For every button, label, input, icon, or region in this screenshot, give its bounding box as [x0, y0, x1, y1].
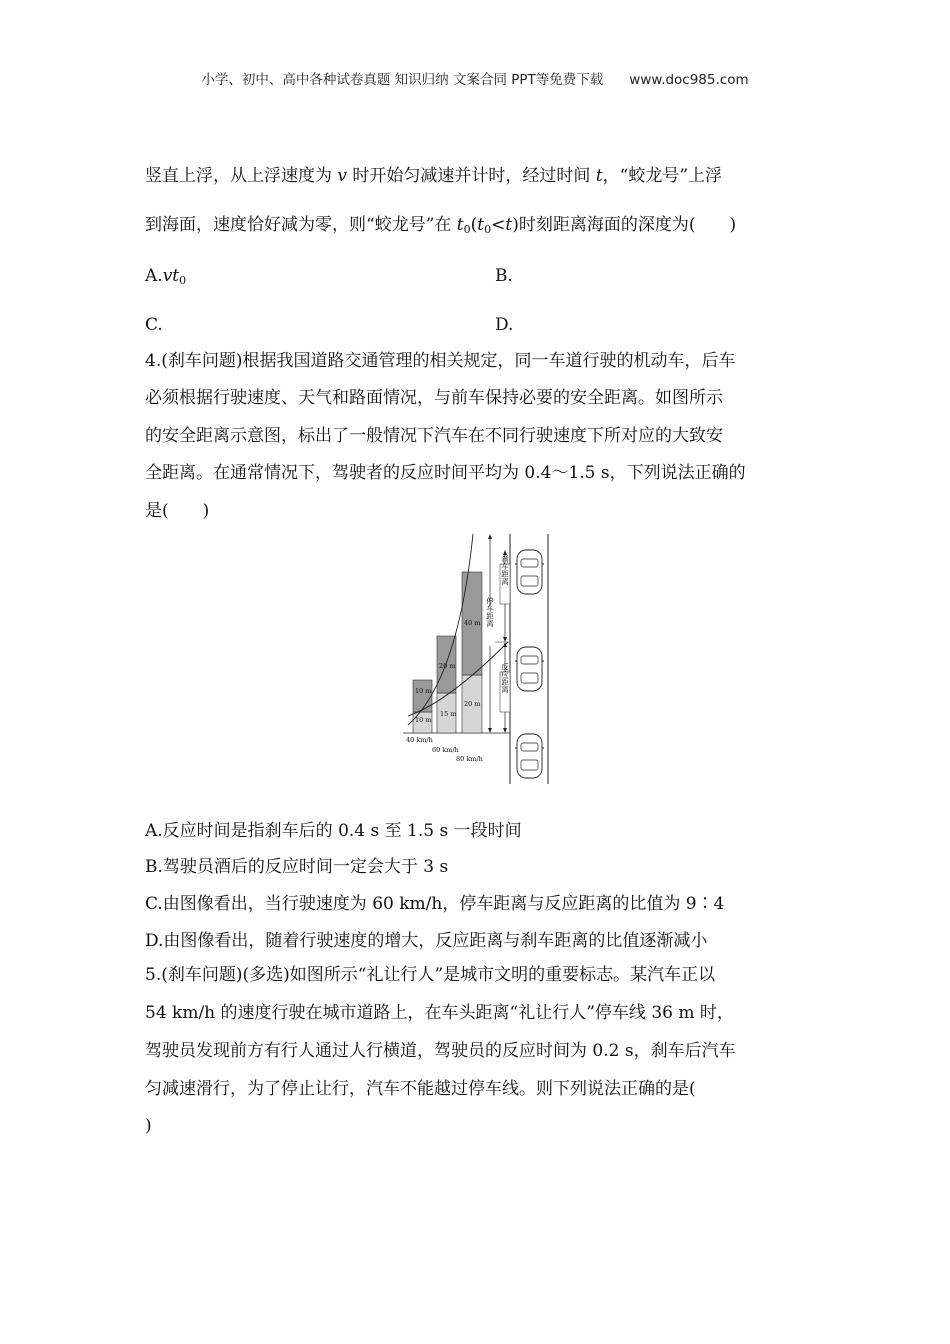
reaction-distance-label: 反应距离: [500, 663, 510, 693]
car-icon-middle: [515, 647, 544, 691]
q4-option-a[interactable]: A.反应时间是指刹车后的 0.4 s 至 1.5 s 一段时间: [145, 821, 522, 841]
q5-tag-2: 多选: [249, 965, 284, 985]
q5-line-1: 5.(刹车问题)(多选)如图所示“礼让行人”是城市文明的重要标志。某汽车正以: [145, 965, 716, 985]
braking-bar-40: [413, 680, 432, 712]
q4-line-3: 的安全距离示意图，标出了一般情况下汽车在不同行驶速度下所对应的大致安: [145, 426, 723, 446]
q4-option-b[interactable]: B.驾驶员酒后的反应时间一定会大于 3 s: [145, 857, 449, 877]
braking-label-40: 10 m: [415, 687, 432, 695]
braking-label-80: 40 m: [464, 619, 481, 627]
header-text: 小学、初中、高中各种试卷真题 知识归纳 文案合同 PPT等免费下载: [201, 72, 604, 88]
brake-distance-label: 刹车距离: [500, 555, 510, 585]
stop-distance-label: 停车距离: [485, 597, 495, 627]
q4-tag: 刹车问题: [167, 351, 236, 371]
q3-option-d[interactable]: D.: [495, 315, 514, 335]
q4-option-d[interactable]: D.由图像看出，随着行驶速度的增大，反应距离与刹车距离的比值逐渐减小: [145, 931, 708, 951]
reaction-label-60: 15 m: [440, 710, 457, 718]
header-site[interactable]: www.doc985.com: [629, 72, 749, 88]
q5-line-3: 驾驶员发现前方有行人通过人行横道，驾驶员的反应时间为 0.2 s，刹车后汽车: [145, 1041, 736, 1061]
q4-option-c[interactable]: C.由图像看出，当行驶速度为 60 km/h，停车距离与反应距离的比值为 9∶4: [145, 894, 725, 914]
car-icon-front: [515, 550, 544, 594]
braking-label-60: 20 m: [439, 662, 456, 670]
speed-label-60: 60 km/h: [432, 746, 459, 754]
page-header: [0, 68, 950, 88]
q4-line-1: 4.(刹车问题)根据我国道路交通管理的相关规定，同一车道行驶的机动车，后车: [145, 351, 736, 371]
q4-line-5: 是( ): [145, 501, 210, 521]
car-icon-rear: [515, 734, 544, 778]
safety-distance-figure: [398, 530, 558, 786]
q5-line-4: 匀减速滑行，为了停止让行，汽车不能越过停车线。则下列说法正确的是(: [145, 1079, 696, 1099]
q3-option-a[interactable]: $A.vt_0$: [145, 266, 187, 287]
q3-line-2: 到海面，速度恰好减为零，则“蛟龙号”在 $t_0(t_0<t)$时刻距离海面的深度为( ): [145, 215, 737, 236]
q5-line-2: 54 km/h 的速度行驶在城市道路上，在车头距离“礼让行人”停车线 36 m 时，: [145, 1003, 734, 1023]
q3-line-1: 竖直上浮，从上浮速度为 v 时开始匀减速并计时，经过时间 t，“蛟龙号”上浮: [145, 166, 723, 186]
q4-line-4: 全距离。在通常情况下，驾驶者的反应时间平均为 0.4～1.5 s，下列说法正确的: [145, 463, 746, 483]
speed-label-40: 40 km/h: [406, 736, 433, 744]
reaction-label-40: 10 m: [415, 716, 432, 724]
q4-line-2: 必须根据行驶速度、天气和路面情况，与前车保持必要的安全距离。如图所示: [145, 388, 723, 408]
q5-line-5: ): [145, 1116, 152, 1136]
q3-option-b[interactable]: B.: [495, 266, 513, 286]
reaction-label-80: 20 m: [464, 700, 481, 708]
speed-label-80: 80 km/h: [456, 755, 483, 763]
q5-tag-1: 刹车问题: [167, 965, 236, 985]
q3-option-c[interactable]: C.: [145, 315, 163, 335]
